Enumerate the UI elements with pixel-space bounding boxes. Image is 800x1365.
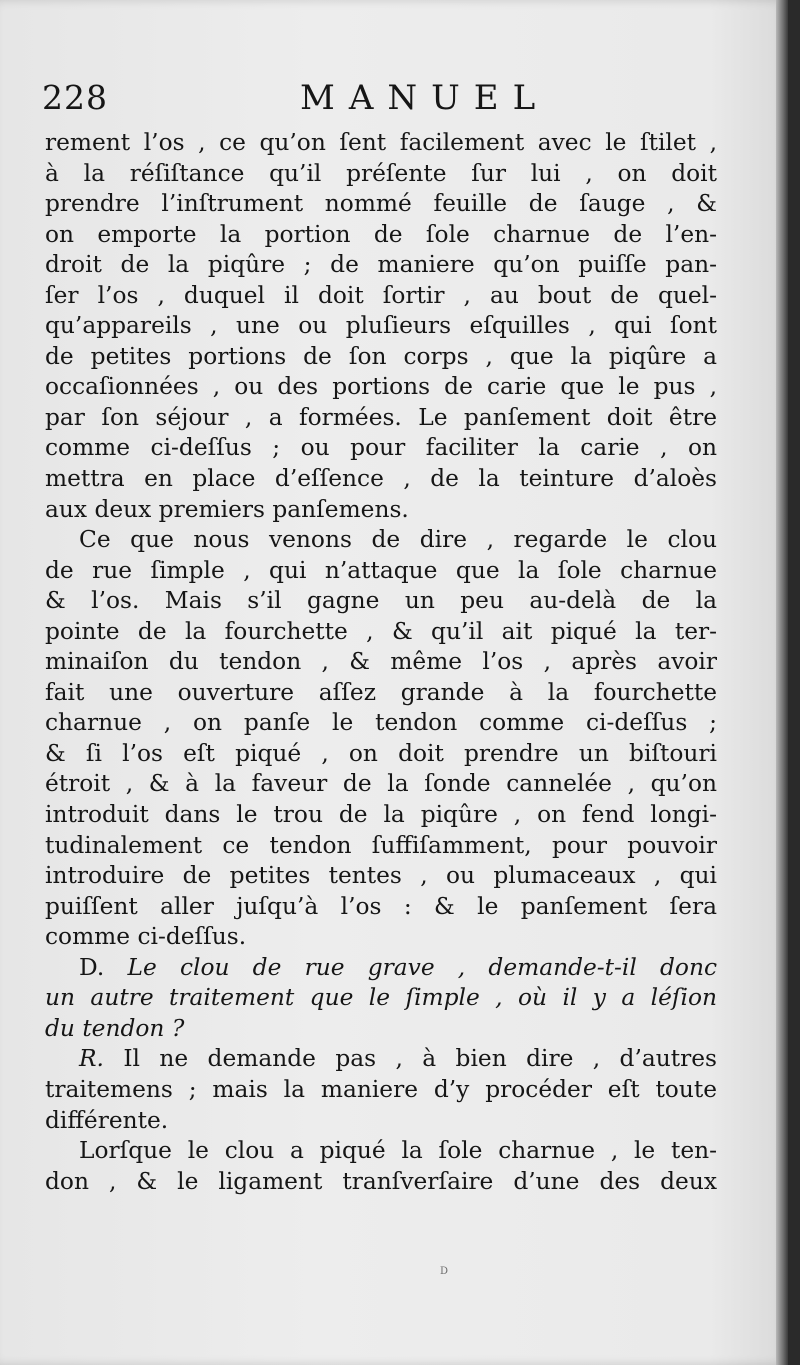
text-line: introduit dans le trou de la piqûre , on fend longi- bbox=[45, 801, 717, 829]
text-line: charnue , on panſe le tendon comme ci-deſſus ; bbox=[45, 709, 717, 737]
text-line: Lorſque le clou a piqué la ſole charnue , le ten- bbox=[79, 1137, 717, 1165]
text-line: puiſſent aller juſqu’à l’os : & le panſement ſera bbox=[45, 892, 717, 920]
text-line: rement l’os , ce qu’on ſent facilement avec le ſtilet , bbox=[45, 129, 717, 156]
answer-line bbox=[45, 1044, 717, 1075]
question-line bbox=[45, 953, 717, 984]
answer-text: traitemens ; mais la maniere d’y procéder eſt toute bbox=[45, 1075, 717, 1103]
text-line: mettra en place d’eſſence , de la teinture d’aloès bbox=[45, 465, 717, 493]
text-line: de rue ſimple , qui n’attaque que la ſole charnue bbox=[45, 556, 717, 584]
text-line: droit de la piqûre ; de maniere qu’on puiſſe pan- bbox=[45, 251, 717, 279]
question-text: du tendon ? bbox=[45, 1014, 185, 1042]
text-line: aux deux premiers panſemens. bbox=[45, 495, 409, 523]
text-line: comme ci-deſſus ; ou pour faciliter la carie , on bbox=[45, 434, 717, 462]
text-line: introduire de petites tentes , ou plumaceaux , qui bbox=[45, 862, 717, 890]
text-line: qu’appareils , une ou pluſieurs eſquilles , qui ſont bbox=[45, 312, 717, 340]
text-line: étroit , & à la faveur de la ſonde cannelée , qu’on bbox=[45, 770, 717, 798]
text-line: Ce que nous venons de dire , regarde le clou bbox=[79, 526, 717, 554]
question-text: Le clou de rue grave , demande-t-il donc bbox=[127, 953, 717, 981]
signature-mark: D bbox=[440, 1266, 449, 1277]
text-line: ſer l’os , duquel il doit ſortir , au bout de quel- bbox=[45, 281, 717, 309]
text-line: prendre l’inſtrument nommé feuille de ſauge , & bbox=[45, 190, 717, 218]
text-line: à la réſiſtance qu’il préſente ſur lui , on doit bbox=[45, 159, 717, 187]
text-line: don , & le ligament tranſverſaire d’une des deux bbox=[45, 1167, 717, 1195]
page-edge bbox=[776, 0, 788, 1365]
question-text: un autre traitement que le ſimple , où il y a léſion bbox=[45, 984, 717, 1012]
answer-label: R. bbox=[79, 1045, 104, 1073]
text-line: minaiſon du tendon , & même l’os , après avoir bbox=[45, 648, 717, 676]
text-line: & ſi l’os eſt piqué , on doit prendre un biſtouri bbox=[45, 739, 717, 767]
text-line: par ſon séjour , a formées. Le panſement doit être bbox=[45, 403, 717, 431]
text-line: fait une ouverture aſſez grande à la fourchette bbox=[45, 678, 717, 706]
question-label: D. bbox=[79, 953, 105, 981]
text-line: & l’os. Mais s’il gagne un peu au-delà de la bbox=[45, 587, 717, 615]
body-text bbox=[45, 128, 717, 1197]
text-line: on emporte la portion de ſole charnue de l’en- bbox=[45, 220, 717, 248]
page-header bbox=[42, 78, 722, 126]
text-line: occaſionnées , ou des portions de carie que le pus , bbox=[45, 373, 717, 401]
page-number: 228 bbox=[42, 78, 108, 117]
text-line: de petites portions de ſon corps , que la piqûre a bbox=[45, 342, 717, 370]
text-line: pointe de la fourchette , & qu’il ait piqué la ter- bbox=[45, 617, 717, 645]
text-line: comme ci-deſſus. bbox=[45, 923, 247, 951]
answer-text: différente. bbox=[45, 1106, 169, 1134]
text-line: tudinalement ce tendon ſuffiſamment, pour pouvoir bbox=[45, 831, 717, 859]
answer-text: Il ne demande pas , à bien dire , d’autres bbox=[123, 1045, 717, 1073]
running-head: MANUEL bbox=[300, 78, 550, 118]
